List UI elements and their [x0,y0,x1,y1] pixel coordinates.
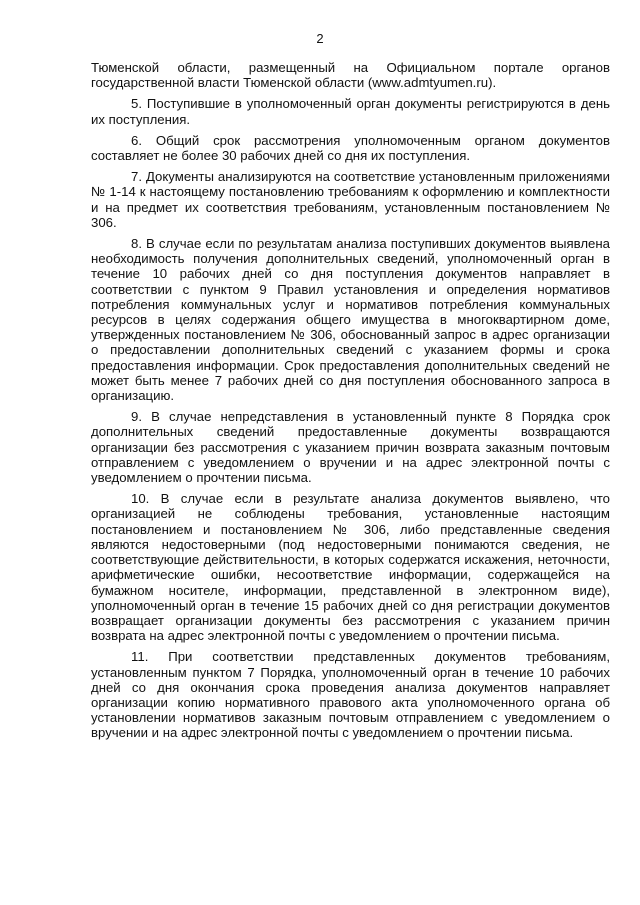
paragraph-5: 5. Поступившие в уполномоченный орган документы регистрируются в день их поступления. [91,96,610,127]
paragraph-6: 6. Общий срок рассмотрения уполномоченным органом документов составляет не более 30 рабочих дней со дня их поступления. [91,132,610,164]
page-number: 2 [316,31,324,46]
paragraph-8: 8. В случае если по результатам анализа поступивших документов выявлена необходимость получения дополнительных сведений, уполномоченный орган в течение 10 рабочих дней со дня поступления документов направляет в соответствии с пунктом 9 Правил установления и определения нормативов потребления коммунальных услуг и нормативов потребления коммунальных ресурсов в целях содержания общего имущества в многоквартирном доме, утвержденных постановлением № 306, обоснованный запрос в адрес организации о предоставлении дополнительных сведений с указанием формы и срока предоставления информации. Срок предоставления дополнительных сведений не может быть менее 7 рабочих дней со дня поступления обоснованного запроса в организацию. [91,236,610,404]
paragraph-7: 7. Документы анализируются на соответствие установленным приложениями № 1-14 к настоящему постановлению требованиям к оформлению и комплектности и на предмет их соответствия требованиям, установленным постановлением № 306. [91,169,610,230]
paragraph-continuation: Тюменской области, размещенный на Официальном портале органов государственной власти Тюменской области (www.admtyumen.ru). [91,60,610,91]
paragraph-10: 10. В случае если в результате анализа документов выявлено, что организацией не соблюдены требования, установленные настоящим постановлением и постановлением № 306, либо представленные сведения являются недостоверными (под недостоверными понимаются сведения, не соответствующие действительности, в которых содержатся искажения, неточности, арифметические ошибки, несоответствие информации, содержащейся на бумажном носителе, информации, представленной в электронном виде), уполномоченный орган в течение 15 рабочих дней со дня регистрации документов возвращает организации документы без рассмотрения с указанием причин возврата на адрес электронной почты с уведомлением о прочтении письма. [91,491,610,644]
document-body [91,60,610,747]
paragraph-9: 9. В случае непредставления в установленный пункте 8 Порядка срок дополнительных сведений предоставленные документы возвращаются организации без рассмотрения с указанием причин возврата заказным почтовым отправлением с уведомлением о вручении и на адрес электронной почты с уведомлением о прочтении письма. [91,409,610,486]
paragraph-11: 11. При соответствии представленных документов требованиям, установленным пунктом 7 Порядка, уполномоченный орган в течение 10 рабочих дней со дня окончания срока проведения анализа документов направляет организации копию нормативного правового акта уполномоченного органа об установлении нормативов заказным почтовым отправлением с уведомлением о вручении и на адрес электронной почты с уведомлением о прочтении письма. [91,649,610,741]
